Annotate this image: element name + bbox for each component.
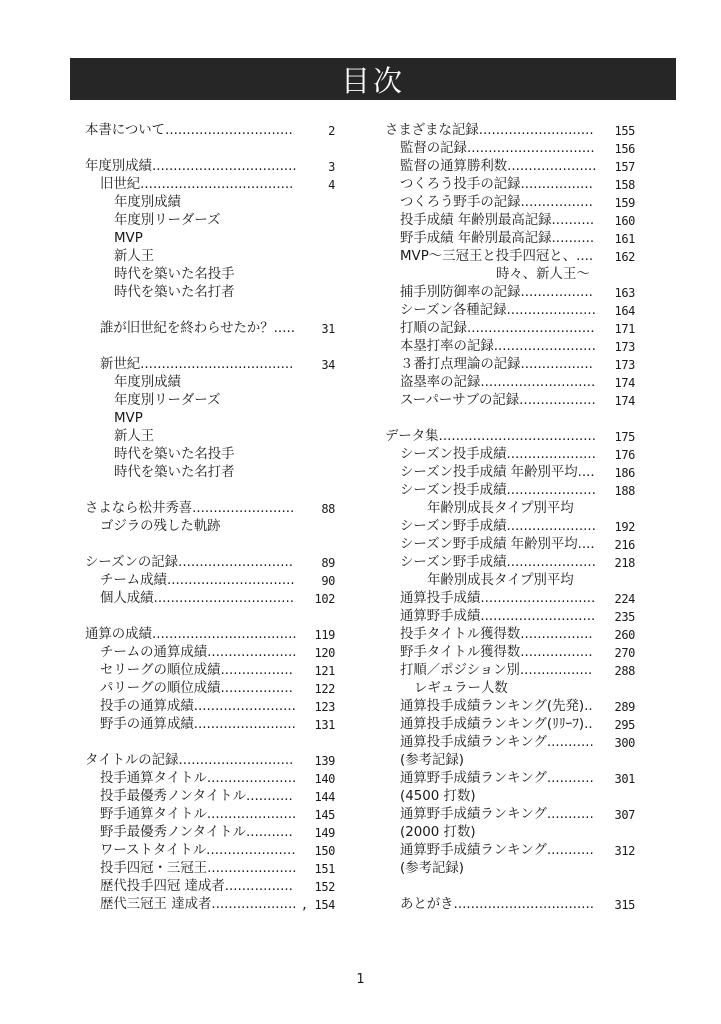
- toc-entry-title: シーズン投手成績.....................: [400, 483, 596, 498]
- toc-entry: [85, 248, 335, 266]
- toc-entry-title: 新人王: [114, 429, 155, 444]
- toc-entry[interactable]: [385, 320, 635, 338]
- toc-entry[interactable]: [385, 806, 635, 824]
- toc-page-number: 131: [314, 718, 335, 732]
- toc-entry[interactable]: [385, 644, 635, 662]
- toc-entry[interactable]: [385, 698, 635, 716]
- toc-page-number: 88: [321, 502, 335, 516]
- toc-entry-title: 年度別成績: [114, 195, 181, 210]
- toc-entry[interactable]: [385, 122, 635, 140]
- toc-entry: [85, 194, 335, 212]
- toc-entry-title: 通算野手成績ランキング...........: [400, 771, 594, 786]
- toc-column-right: [385, 122, 635, 914]
- toc-spacer: [385, 878, 635, 896]
- toc-page-number: 31: [321, 322, 335, 336]
- toc-page-number: 90: [321, 574, 335, 588]
- toc-spacer: [85, 302, 335, 320]
- toc-entry[interactable]: [85, 896, 335, 914]
- toc-entry-title: 年度別リーダーズ: [114, 393, 221, 408]
- toc-page-number: 140: [314, 772, 335, 786]
- toc-title-bar: [70, 58, 676, 100]
- toc-entry[interactable]: [385, 536, 635, 554]
- toc-entry: [85, 284, 335, 302]
- toc-entry-title: シーズン投手成績.....................: [400, 447, 596, 462]
- toc-entry-title: 通算野手成績...........................: [400, 609, 596, 624]
- toc-page-number: 173: [614, 340, 635, 354]
- toc-page-number: 122: [314, 682, 335, 696]
- toc-page-number: 175: [614, 430, 635, 444]
- toc-page-number: 2: [328, 124, 335, 138]
- toc-entry-title: 通算野手成績ランキング...........: [400, 807, 594, 822]
- toc-entry: [385, 860, 635, 878]
- toc-spacer: [85, 338, 335, 356]
- toc-entry[interactable]: [85, 644, 335, 662]
- toc-entry-title: シーズンの記録...........................: [85, 555, 293, 570]
- toc-entry[interactable]: [85, 590, 335, 608]
- toc-entry[interactable]: [85, 806, 335, 824]
- toc-entry-title: 投手最優秀ノンタイトル...........: [100, 789, 293, 804]
- toc-entry: [85, 410, 335, 428]
- toc-entry[interactable]: [385, 158, 635, 176]
- toc-entry[interactable]: [385, 302, 635, 320]
- toc-entry[interactable]: [385, 338, 635, 356]
- toc-entry[interactable]: [85, 698, 335, 716]
- toc-entry-title: 誰が旧世紀を終わらせたか？.....: [100, 321, 295, 336]
- toc-entry-title: 野手最優秀ノンタイトル...........: [100, 825, 293, 840]
- toc-page-number: 155: [614, 124, 635, 138]
- toc-spacer: [85, 140, 335, 158]
- toc-entry: [85, 518, 335, 536]
- toc-entry-title: 通算投手成績ランキング(先発)..: [400, 699, 593, 714]
- toc-page-number: 188: [614, 484, 635, 498]
- toc-entry[interactable]: [385, 770, 635, 788]
- toc-entry-title: (参考記録): [400, 861, 465, 876]
- toc-entry-title: 新世紀....................................: [100, 357, 294, 372]
- toc-page-number: 158: [614, 178, 635, 192]
- toc-entry: [85, 428, 335, 446]
- toc-entry-title: 投手の通算成績........................: [100, 699, 296, 714]
- toc-page-number: 235: [614, 610, 635, 624]
- toc-entry[interactable]: [385, 284, 635, 302]
- toc-entry-title: シーズン野手成績.....................: [400, 519, 596, 534]
- toc-entry[interactable]: [85, 158, 335, 176]
- toc-entry[interactable]: [385, 590, 635, 608]
- toc-entry[interactable]: [85, 572, 335, 590]
- toc-page-number: 270: [614, 646, 635, 660]
- toc-entry-title: パリーグの順位成績.................: [100, 681, 293, 696]
- toc-entry-title: 通算投手成績...........................: [400, 591, 596, 606]
- toc-entry-title: MVP～三冠王と投手四冠と、....: [400, 249, 594, 264]
- toc-entry[interactable]: [385, 446, 635, 464]
- toc-page-number: 3: [328, 160, 335, 174]
- toc-page-number: 160: [614, 214, 635, 228]
- toc-entry-title: 時代を築いた名打者: [114, 465, 235, 480]
- toc-entry-title: 監督の記録..............................: [400, 141, 595, 156]
- toc-entry[interactable]: [85, 770, 335, 788]
- toc-column-left: [85, 122, 335, 914]
- toc-entry: [85, 266, 335, 284]
- toc-entry-title: 歴代投手四冠 達成者................: [100, 879, 293, 894]
- toc-entry[interactable]: [85, 626, 335, 644]
- toc-entry-title: 年齢別成長タイプ別平均: [427, 501, 574, 516]
- toc-entry-title: レギュラー人数: [414, 681, 508, 696]
- toc-entry[interactable]: [385, 482, 635, 500]
- toc-entry[interactable]: [85, 824, 335, 842]
- toc-entry-title: MVP: [114, 411, 143, 426]
- toc-page-number: 89: [321, 556, 335, 570]
- toc-page-number: 4: [328, 178, 335, 192]
- toc-entry[interactable]: [85, 122, 335, 140]
- toc-entry-title: 野手の通算成績........................: [100, 717, 296, 732]
- toc-entry-title: 年度別成績..................................: [85, 159, 297, 174]
- toc-entry: [85, 464, 335, 482]
- toc-page-number: 144: [314, 790, 335, 804]
- toc-spacer: [85, 608, 335, 626]
- toc-page-number: 171: [614, 322, 635, 336]
- toc-entry-title: 監督の通算勝利数.....................: [400, 159, 597, 174]
- toc-entry: [385, 752, 635, 770]
- toc-entry[interactable]: [85, 320, 335, 338]
- toc-entry[interactable]: [385, 248, 635, 266]
- toc-page-number: 288: [614, 664, 635, 678]
- toc-entry: [385, 500, 635, 518]
- toc-entry-title: シーズン野手成績.....................: [400, 555, 596, 570]
- toc-entry[interactable]: [385, 518, 635, 536]
- toc-entry[interactable]: [385, 392, 635, 410]
- toc-entry-title: ゴジラの残した軌跡: [100, 519, 221, 534]
- toc-entry-title: さよなら松井秀喜........................: [85, 501, 295, 516]
- toc-entry-title: 投手四冠・三冠王.....................: [100, 861, 297, 876]
- toc-entry-title: スーパーサブの記録..................: [400, 393, 596, 408]
- toc-page-number: 157: [614, 160, 635, 174]
- toc-page-number: 149: [314, 826, 335, 840]
- toc-page-number: 176: [614, 448, 635, 462]
- toc-page-number: 161: [614, 232, 635, 246]
- toc-entry-title: つくろう投手の記録.................: [400, 177, 593, 192]
- toc-spacer: [85, 536, 335, 554]
- toc-page-number: 164: [614, 304, 635, 318]
- toc-page-number: 192: [614, 520, 635, 534]
- toc-page-number: 102: [314, 592, 335, 606]
- toc-entry-title: チーム成績..............................: [100, 573, 295, 588]
- toc-entry[interactable]: [85, 788, 335, 806]
- toc-entry-title: つくろう野手の記録.................: [400, 195, 593, 210]
- toc-entry: [85, 446, 335, 464]
- toc-entry: [85, 230, 335, 248]
- toc-entry[interactable]: [385, 464, 635, 482]
- toc-page-number: 307: [614, 808, 635, 822]
- toc-spacer: [385, 410, 635, 428]
- toc-entry[interactable]: [385, 374, 635, 392]
- toc-page-number: 162: [614, 250, 635, 264]
- toc-entry-title: 時代を築いた名打者: [114, 285, 235, 300]
- toc-entry-title: 時代を築いた名投手: [114, 267, 235, 282]
- toc-page-number: 174: [614, 394, 635, 408]
- toc-entry: [385, 788, 635, 806]
- toc-page-number: 224: [614, 592, 635, 606]
- toc-entry-title: (4500 打数): [400, 789, 476, 804]
- toc-entry[interactable]: [385, 194, 635, 212]
- toc-entry[interactable]: [85, 356, 335, 374]
- toc-entry[interactable]: [385, 842, 635, 860]
- toc-entry[interactable]: [85, 680, 335, 698]
- toc-page-number: 289: [614, 700, 635, 714]
- toc-entry-title: データ集.....................................: [385, 429, 597, 444]
- toc-entry-title: 年度別リーダーズ: [114, 213, 221, 228]
- toc-entry: [385, 266, 635, 284]
- toc-entry[interactable]: [385, 428, 635, 446]
- toc-page-number: 301: [614, 772, 635, 786]
- toc-page-number: 174: [614, 376, 635, 390]
- toc-entry[interactable]: [85, 500, 335, 518]
- toc-page-number: 123: [314, 700, 335, 714]
- toc-entry-title: あとがき.................................: [400, 897, 595, 912]
- toc-page-number: 150: [314, 844, 335, 858]
- toc-entry[interactable]: [85, 176, 335, 194]
- toc-entry[interactable]: [385, 716, 635, 734]
- toc-page-number: 34: [321, 358, 335, 372]
- toc-entry[interactable]: [385, 896, 635, 914]
- toc-entry-title: 旧世紀....................................: [100, 177, 294, 192]
- toc-entry[interactable]: [85, 662, 335, 680]
- toc-entry[interactable]: [385, 140, 635, 158]
- toc-entry-title: さまざまな記録...........................: [385, 123, 594, 138]
- toc-entry[interactable]: [85, 842, 335, 860]
- toc-entry-title: 通算投手成績ランキング(ﾘﾘｰﾌ)..: [400, 717, 593, 732]
- toc-page-number: 120: [314, 646, 335, 660]
- toc-entry-title: 本塁打率の記録........................: [400, 339, 596, 354]
- toc-page-number: 151: [314, 862, 335, 876]
- toc-entry[interactable]: [85, 716, 335, 734]
- toc-entry[interactable]: [385, 212, 635, 230]
- toc-entry-title: シーズン野手成績 年齢別平均....: [400, 537, 595, 552]
- toc-entry[interactable]: [85, 554, 335, 572]
- toc-entry-title: 通算投手成績ランキング...........: [400, 735, 594, 750]
- toc-entry[interactable]: [385, 230, 635, 248]
- page-number: 1: [356, 972, 365, 987]
- toc-page-number: 159: [614, 196, 635, 210]
- toc-entry-title: タイトルの記録...........................: [85, 753, 294, 768]
- toc-entry-title: 新人王: [114, 249, 155, 264]
- toc-page-number: 218: [614, 556, 635, 570]
- toc-page-number: 156: [614, 142, 635, 156]
- toc-entry-title: 野手タイトル獲得数.................: [400, 645, 593, 660]
- toc-entry-title: ワーストタイトル.....................: [100, 843, 296, 858]
- toc-entry-title: 通算野手成績ランキング...........: [400, 843, 594, 858]
- toc-entry: [85, 374, 335, 392]
- toc-page-number: 300: [614, 736, 635, 750]
- toc-entry-title: (2000 打数): [400, 825, 476, 840]
- toc-entry-title: 盗塁率の記録...........................: [400, 375, 596, 390]
- toc-page-number: 295: [614, 718, 635, 732]
- toc-page-number: 216: [614, 538, 635, 552]
- toc-entry-title: シーズン投手成績 年齢別平均....: [400, 465, 595, 480]
- toc-entry[interactable]: [85, 878, 335, 896]
- toc-entry-title: (参考記録): [400, 753, 465, 768]
- toc-entry[interactable]: [385, 626, 635, 644]
- toc-entry-title: 通算の成績..................................: [85, 627, 297, 642]
- toc-entry-title: 時代を築いた名投手: [114, 447, 235, 462]
- toc-entry-title: 歴代三冠王 達成者....................: [100, 897, 297, 912]
- toc-entry-title: チームの通算成績.....................: [100, 645, 297, 660]
- toc-entry-title: 打順の記録..............................: [400, 321, 595, 336]
- toc-entry-title: 野手通算タイトル.....................: [100, 807, 297, 822]
- toc-entry-title: MVP: [114, 231, 143, 246]
- toc-page-number: 152: [314, 880, 335, 894]
- toc-entry[interactable]: [385, 608, 635, 626]
- toc-entry[interactable]: [85, 752, 335, 770]
- toc-page-number: 315: [614, 898, 635, 912]
- toc-page-number: 119: [314, 628, 335, 642]
- toc-entry: [385, 824, 635, 842]
- toc-entry[interactable]: [385, 176, 635, 194]
- toc-entry: [85, 392, 335, 410]
- page-title: 目次: [340, 63, 405, 98]
- toc-entry-title: 野手成績 年齢別最高記録..........: [400, 231, 595, 246]
- toc-entry-title: 打順／ポジション別.................: [400, 663, 593, 678]
- toc-entry[interactable]: [385, 554, 635, 572]
- toc-page-number: 173: [614, 358, 635, 372]
- toc-entry-title: 投手タイトル獲得数.................: [400, 627, 593, 642]
- toc-page-number: 312: [614, 844, 635, 858]
- toc-entry-title: 時々、新人王～: [496, 267, 590, 282]
- toc-spacer: [85, 734, 335, 752]
- toc-page-number: 145: [314, 808, 335, 822]
- toc-entry-title: 個人成績.................................: [100, 591, 295, 606]
- toc-spacer: [85, 482, 335, 500]
- toc-entry[interactable]: [85, 860, 335, 878]
- toc-entry[interactable]: [385, 662, 635, 680]
- toc-entry-title: 年度別成績: [114, 375, 181, 390]
- toc-entry-title: セリーグの順位成績.................: [100, 663, 293, 678]
- toc-entry-title: 投手成績 年齢別最高記録..........: [400, 213, 595, 228]
- toc-page-number: , 154: [300, 898, 335, 912]
- toc-entry-title: 本書について..............................: [85, 123, 293, 138]
- toc-entry-title: 年齢別成長タイプ別平均: [427, 573, 574, 588]
- toc-entry[interactable]: [385, 734, 635, 752]
- toc-entry-title: 捕手別防御率の記録.................: [400, 285, 593, 300]
- toc-page-number: 260: [614, 628, 635, 642]
- toc-entry-title: 投手通算タイトル.....................: [100, 771, 297, 786]
- toc-entry: [385, 572, 635, 590]
- toc-entry: [385, 680, 635, 698]
- toc-entry-title: シーズン各種記録.....................: [400, 303, 596, 318]
- toc-entry: [85, 212, 335, 230]
- toc-page-number: 121: [314, 664, 335, 678]
- toc-page-number: 163: [614, 286, 635, 300]
- toc-entry[interactable]: [385, 356, 635, 374]
- toc-page-number: 139: [314, 754, 335, 768]
- toc-entry-title: ３番打点理論の記録.................: [400, 357, 593, 372]
- toc-page-number: 186: [614, 466, 635, 480]
